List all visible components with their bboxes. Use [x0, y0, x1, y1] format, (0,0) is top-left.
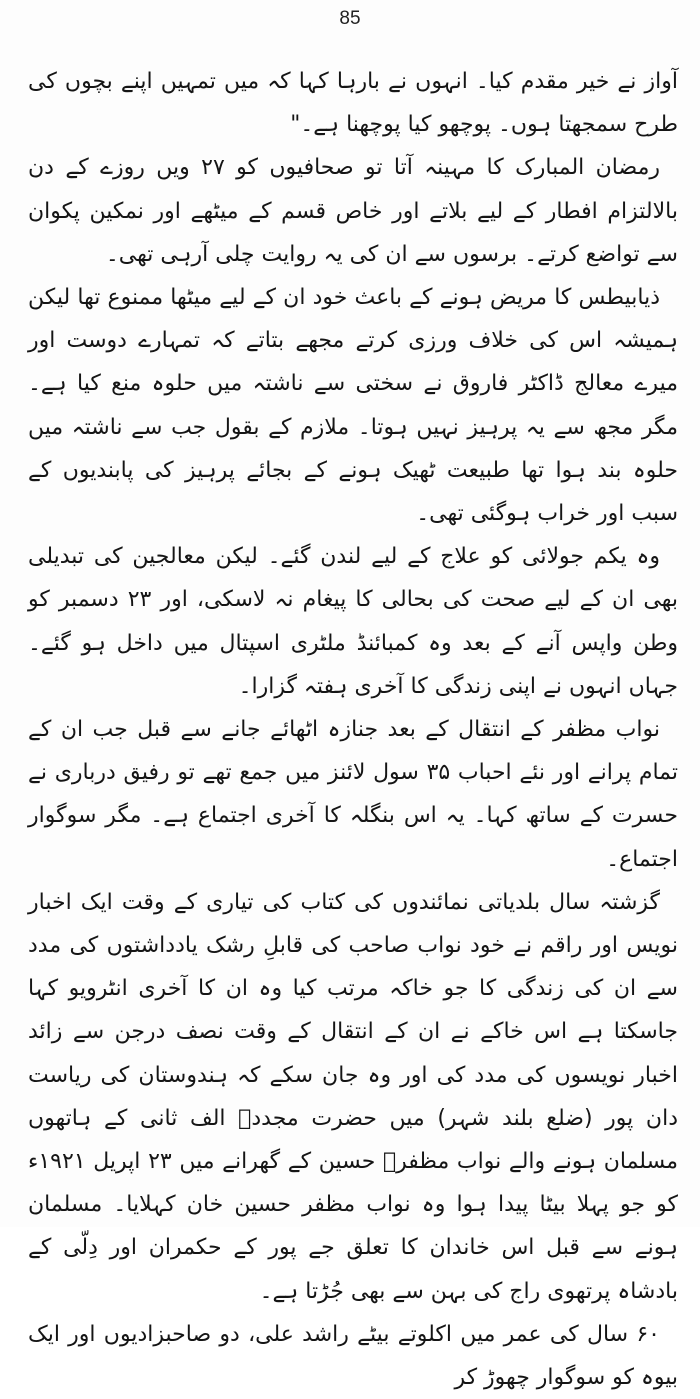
paragraph-7: ۶۰ سال کی عمر میں اکلوتے بیٹے راشد علی، دو صاحبزادیوں اور ایک بیوہ کو سوگوار چھوڑ کر [28, 1321, 678, 1391]
paragraph-2: رمضان المبارک کا مہینہ آتا تو صحافیوں کو ۲۷ ویں روزے کے دن بالالتزام افطار کے لیے بلاتے اور خاص قسم کے میٹھے اور نمکین پکوان سے تواضع کرتے۔ برسوں سے ان کی یہ روایت چلی آرہی تھی۔ [28, 155, 678, 267]
page-number: 85 [339, 8, 361, 29]
paragraph-6: گزشتہ سال بلدیاتی نمائندوں کی کتاب کی تیاری کے وقت ایک اخبار نویس اور راقم نے خود نواب صاحب کی قابلِ رشک یادداشتوں کی مدد سے ان کی زندگی کا جو خاکہ مرتب کیا وہ ان کا آخری انٹرویو کہا جاسکتا ہے اس خاکے نے ان کے انتقال کے وقت نصف درجن سے زائد اخبار نویسوں کی مدد کی اور وہ جان سکے کہ ہندوستان کی ریاست دان پور (ضلع بلند شہر) میں حضرت مجددؒ الف ثانی کے ہاتھوں مسلمان ہونے والے نواب مظفرؒ حسین کے گھرانے میں ۲۳ اپریل ۱۹۲۱ء کو جو پہلا بیٹا پیدا ہوا وہ نواب مظفر حسین خان کہلایا۔ مسلمان ہونے سے قبل اس خاندان کا تعلق جے پور کے حکمران اور دِلّی کے بادشاہ پرتھوی راج کی بہن سے بھی جُڑتا ہے۔ [28, 889, 678, 1304]
paragraph-3: ذیابیطس کا مریض ہونے کے باعث خود ان کے لیے میٹھا ممنوع تھا لیکن ہمیشہ اس کی خلاف ورزی کرتے مجھے بتاتے کہ تمہارے دوست اور میرے معالج ڈاکٹر فاروق نے سختی سے ناشتہ میں حلوہ منع کیا ہے۔ مگر مجھ سے یہ پرہیز نہیں ہوتا۔ ملازم کے بقول جب سے ناشتہ میں حلوہ بند ہوا تھا طبیعت ٹھیک ہونے کے بجائے پرہیز کی پابندیوں کے سبب اور خراب ہوگئی تھی۔ [28, 285, 678, 527]
page-body [28, 60, 678, 1399]
paragraph-4: وہ یکم جولائی کو علاج کے لیے لندن گئے۔ لیکن معالجین کی تبدیلی بھی ان کے لیے صحت کی بحالی کا پیغام نہ لاسکی، اور ۲۳ دسمبر کو وطن واپس آنے کے بعد وہ کمبائنڈ ملٹری اسپتال میں داخل ہو گئے۔ جہاں انہوں نے اپنی زندگی کا آخری ہفتہ گزارا۔ [28, 544, 678, 699]
paragraph-1: آواز نے خیر مقدم کیا۔ انہوں نے بارہا کہا کہ میں تمہیں اپنے بچوں کی طرح سمجھتا ہوں۔ پوچھو کیا پوچھنا ہے۔" [28, 69, 678, 138]
paragraph-5: نواب مظفر کے انتقال کے بعد جنازہ اٹھائے جانے سے قبل جب ان کے تمام پرانے اور نئے احباب ۳۵ سول لائنز میں جمع تھے تو رفیق درباری نے حسرت کے ساتھ کہا۔ یہ اس بنگلہ کا آخری اجتماع ہے۔ مگر سوگوار اجتماع۔ [28, 717, 679, 872]
